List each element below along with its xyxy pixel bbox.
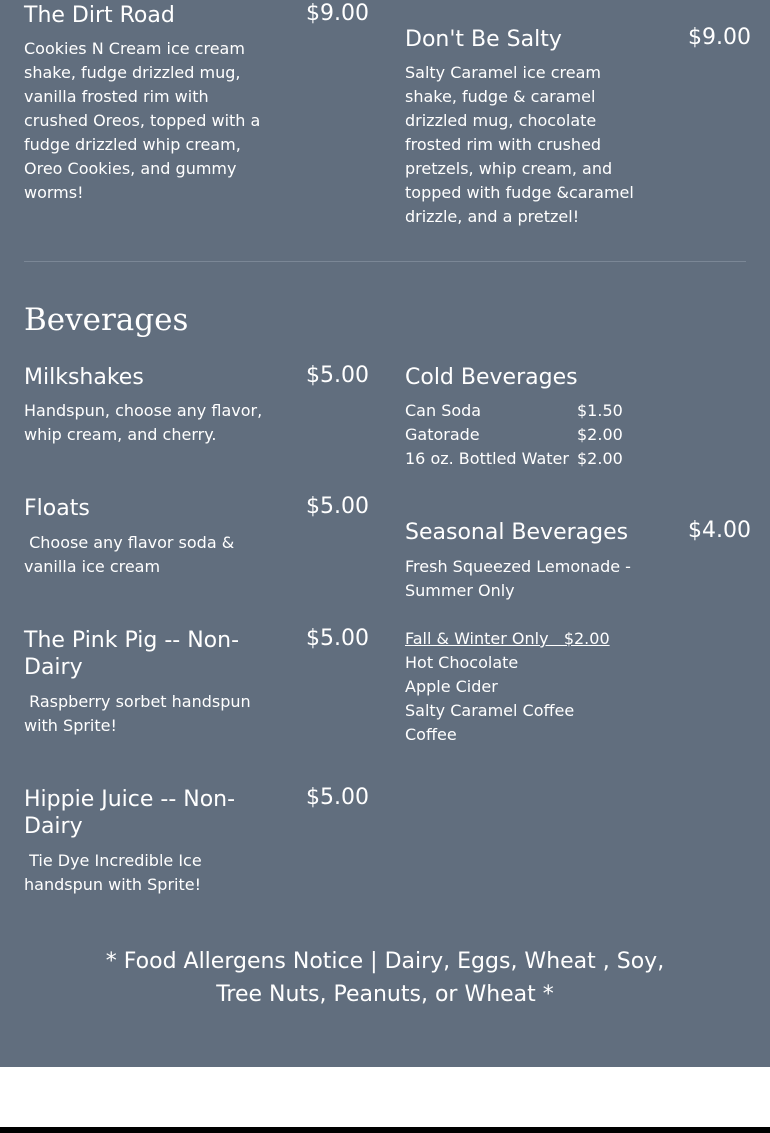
cold-beverage-label: Can Soda <box>405 401 482 420</box>
floats-description: Choose any flavor soda & vanilla ice cream <box>24 533 240 576</box>
dirt-road-price: $9.00 <box>306 1 369 26</box>
pink-pig-description: Raspberry sorbet handspun with Sprite! <box>24 692 256 735</box>
hippie-juice-description: Tie Dye Incredible Ice handspun with Sprite! <box>24 851 207 894</box>
dirt-road-description: Cookies N Cream ice cream shake, fudge drizzled mug, vanilla frosted rim with crushed Oreos, topped with a fudge drizzled whip cream, Oreo Cookies, and gummy worms! <box>24 39 261 202</box>
fall-winter-item: Hot Chocolate <box>405 653 519 672</box>
bottom-bar <box>0 1127 770 1133</box>
milkshakes-description: Handspun, choose any flavor, whip cream, and cherry. <box>24 401 263 444</box>
fall-winter-item: Coffee <box>405 725 457 744</box>
section-divider <box>24 261 746 262</box>
fall-winter-heading: Fall & Winter Only $2.00 <box>405 629 610 648</box>
hippie-juice-name: Hippie Juice -- Non-Dairy <box>24 787 236 839</box>
seasonal-beverages-name: Seasonal Beverages <box>405 520 629 545</box>
cold-beverage-row <box>405 447 665 471</box>
dont-be-salty-price: $9.00 <box>688 25 751 50</box>
floats-name: Floats <box>24 496 90 521</box>
fall-winter-list <box>405 651 655 747</box>
seasonal-beverages-description: Fresh Squeezed Lemonade - Summer Only <box>405 557 631 600</box>
seasonal-beverages-price: $4.00 <box>688 518 751 543</box>
dirt-road-name: The Dirt Road <box>24 3 175 28</box>
allergen-notice: * Food Allergens Notice | Dairy, Eggs, Wheat , Soy, Tree Nuts, Peanuts, or Wheat * <box>105 949 665 1007</box>
cold-beverage-row <box>405 423 665 447</box>
hippie-juice-price: $5.00 <box>306 785 369 810</box>
cold-beverage-price: $1.50 <box>577 401 623 420</box>
cold-beverages-name: Cold Beverages <box>405 365 578 390</box>
pink-pig-price: $5.00 <box>306 626 369 651</box>
milkshakes-price: $5.00 <box>306 363 369 388</box>
pink-pig-name: The Pink Pig -- Non-Dairy <box>24 628 240 680</box>
dont-be-salty-name: Don't Be Salty <box>405 27 562 52</box>
cold-beverage-label: Gatorade <box>405 425 480 444</box>
beverages-section-title: Beverages <box>24 302 189 338</box>
floats-price: $5.00 <box>306 494 369 519</box>
dont-be-salty-description: Salty Caramel ice cream shake, fudge & caramel drizzled mug, chocolate frosted rim with crushed pretzels, whip cream, and topped with fudge &caramel drizzle, and a pretzel! <box>405 63 634 226</box>
cold-beverage-price: $2.00 <box>577 449 623 468</box>
milkshakes-name: Milkshakes <box>24 365 144 390</box>
cold-beverages-list <box>405 399 665 471</box>
fall-winter-item: Salty Caramel Coffee <box>405 701 575 720</box>
cold-beverage-price: $2.00 <box>577 425 623 444</box>
fall-winter-item: Apple Cider <box>405 677 498 696</box>
cold-beverage-row <box>405 399 665 423</box>
cold-beverage-label: 16 oz. Bottled Water <box>405 449 569 468</box>
